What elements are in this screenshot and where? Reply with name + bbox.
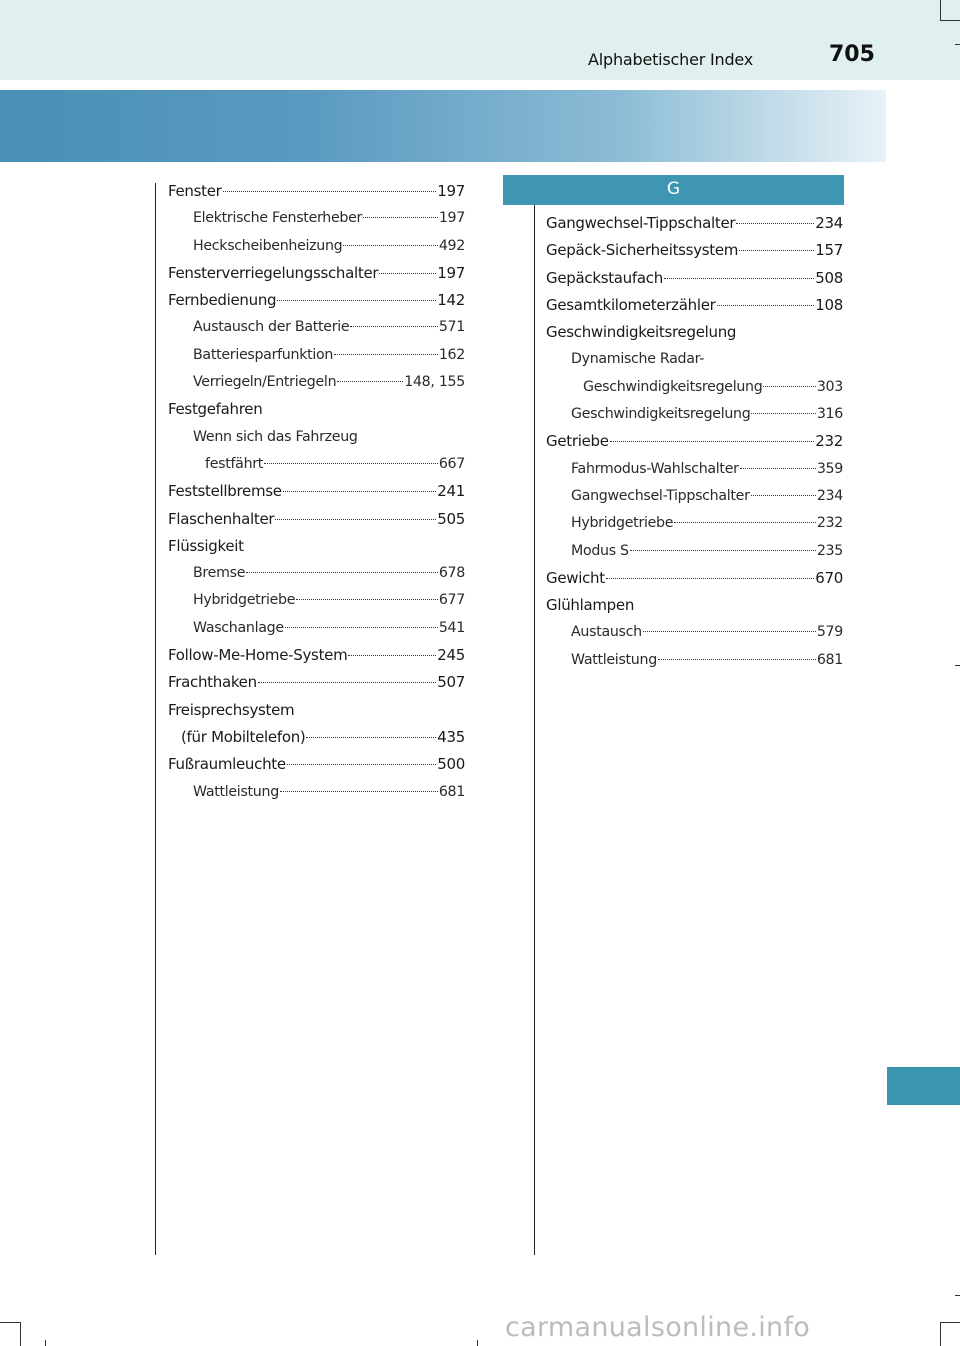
index-entry-page: 234 [815,214,843,232]
index-entry-label: Batteriesparfunktion [193,346,334,363]
index-entry-label: Flaschenhalter [168,509,275,528]
dot-leader [348,655,436,656]
index-entry-label: Gepäckstaufach [546,268,663,287]
index-entry-label: Gesamtkilometerzähler [546,295,716,314]
index-entry-label: Fahrmodus-Wahlschalter [571,460,739,477]
dot-leader [246,572,438,573]
index-entry-label: Wattleistung [193,783,279,800]
left-index-entry [168,287,465,314]
dot-leader [285,627,438,628]
index-entry-page: 359 [816,460,843,477]
index-entry-page: 232 [816,515,843,532]
left-index-entry [168,342,465,369]
dot-leader [751,495,816,496]
chapter-tab [887,1067,960,1105]
left-index-entry [168,615,465,642]
left-index-entry [168,233,465,260]
crop-mark [477,1340,478,1346]
header-band [0,0,960,80]
index-entry-label: Fußraumleuchte [168,755,286,774]
dot-leader [740,468,816,469]
dot-leader [606,578,814,579]
dot-leader [280,791,438,792]
index-entry-label: Gewicht [546,568,605,587]
index-entry-label: Getriebe [546,432,609,451]
dot-leader [264,463,438,464]
dot-leader [379,273,436,274]
crop-mark [45,1340,46,1346]
right-index-entry [546,401,843,428]
index-entry-label: Austausch [571,624,642,641]
crop-mark [940,20,960,21]
index-entry-label: (für Mobiltelefon) [181,727,306,746]
right-index-entry [546,592,843,619]
dot-leader [664,278,814,279]
crop-mark [0,1322,20,1323]
index-entry-label: Flüssigkeit [168,536,244,555]
dot-leader [306,737,436,738]
dot-leader [258,682,436,683]
index-entry-page: 500 [437,755,465,774]
right-index-entry [546,565,843,592]
right-index-entry [546,510,843,537]
index-entry-page: 197 [438,210,465,227]
index-entry-label: Elektrische Fensterheber [193,210,363,227]
index-entry-label: Verriegeln/Entriegeln [193,374,337,391]
index-entry-label: Fenster [168,182,222,200]
right-index-entry [546,292,843,319]
dot-leader [763,386,815,387]
dot-leader [751,413,815,414]
index-entry-label: Follow-Me-Home-System [168,646,348,665]
dot-leader [610,441,815,442]
right-index-entry [546,210,843,237]
index-entry-page: 303 [816,378,843,395]
index-entry-label: Wattleistung [571,651,657,668]
running-header-title: Alphabetischer Index [588,50,754,69]
dot-leader [223,191,437,192]
left-index-entry [168,369,465,396]
crop-mark [940,0,941,20]
right-index-entry [546,346,843,373]
left-index-entry [168,533,465,560]
index-entry-page: 108 [815,295,843,314]
right-index-entry [546,538,843,565]
left-index-entry [168,205,465,232]
dot-leader [630,550,816,551]
crop-mark [20,1322,21,1346]
index-entry-label: Waschanlage [193,619,284,636]
index-entry-label: Geschwindigkeitsregelung [546,323,737,342]
index-entry-page: 197 [437,263,465,282]
index-entry-page: 492 [438,237,465,254]
decorative-gradient-band [0,90,886,162]
index-entry-label: Freisprechsystem [168,700,295,719]
index-entry-page: 241 [437,482,465,501]
dot-leader [736,223,814,224]
index-entry-page: 677 [438,592,465,609]
page-number: 705 [829,42,875,67]
dot-leader [658,659,816,660]
index-entry-label: Fernbedienung [168,291,277,310]
index-entry-page: 234 [816,487,843,504]
section-letter-bar: G [503,175,844,205]
index-entry-page: 681 [438,783,465,800]
index-entry-page: 579 [816,624,843,641]
dot-leader [717,305,815,306]
right-index-entry [546,319,843,346]
index-entry-label: Hybridgetriebe [193,592,296,609]
dot-leader [674,522,816,523]
left-index-entry [168,560,465,587]
dot-leader [287,764,436,765]
watermark: carmanualsonline.info [505,1312,811,1343]
index-entry-label: Gangwechsel-Tippschalter [571,487,750,504]
right-index-entry [546,619,843,646]
right-index-entry [546,237,843,264]
index-entry-label: Feststellbremse [168,482,282,501]
index-entry-label: Bremse [193,565,246,582]
index-entry-page: 667 [438,455,465,472]
crop-mark [940,1322,960,1323]
index-entry-page: 505 [437,509,465,528]
index-entry-page: 142 [437,291,465,310]
crop-mark [955,665,960,666]
dot-leader [643,631,816,632]
dot-leader [363,217,438,218]
left-index-entry [168,178,465,205]
index-entry-page: 508 [815,268,843,287]
crop-mark [955,1295,960,1296]
index-entry-label: Wenn sich das Fahrzeug [193,428,358,445]
index-entry-label: Frachthaken [168,673,257,692]
index-entry-label: Geschwindigkeitsregelung [571,406,751,423]
dot-leader [296,599,438,600]
left-index-entry [168,478,465,505]
index-entry-label: festfährt [205,455,264,472]
left-index-entry [168,779,465,806]
index-entry-page: 507 [437,673,465,692]
right-index-entry [546,265,843,292]
dot-leader [739,250,814,251]
left-index-entry [168,642,465,669]
index-entry-page: 162 [438,346,465,363]
index-entry-label: Hybridgetriebe [571,515,674,532]
index-entry-page: 681 [816,651,843,668]
left-index-entry [168,669,465,696]
left-index-entry [168,260,465,287]
index-entry-page: 541 [438,619,465,636]
left-index-entry [168,724,465,751]
left-index-entry [168,697,465,724]
index-entry-page: 148, 155 [404,374,465,391]
right-index-entry [546,456,843,483]
left-index-entry [168,451,465,478]
crop-mark [940,1322,941,1346]
index-entry-page: 571 [438,319,465,336]
right-column-rule [534,205,535,1255]
index-entry-label: Geschwindigkeitsregelung [583,378,763,395]
index-entry-page: 245 [437,646,465,665]
index-entry-page: 235 [816,542,843,559]
index-entry-page: 157 [815,241,843,260]
right-index-entry [546,428,843,455]
left-index-entry [168,314,465,341]
dot-leader [337,381,403,382]
left-index-entry [168,396,465,423]
index-entry-page: 670 [815,568,843,587]
index-entry-label: Gangwechsel-Tippschalter [546,214,736,232]
right-index-entry [546,647,843,674]
dot-leader [275,519,436,520]
index-entry-label: Glühlampen [546,596,635,615]
index-column-right [546,210,843,674]
index-entry-label: Modus S [571,542,629,559]
index-column-left [168,178,465,806]
index-entry-page: 435 [437,727,465,746]
crop-mark [955,44,960,45]
index-entry-label: Fensterverriegelungsschalter [168,263,379,282]
left-index-entry [168,751,465,778]
index-entry-label: Austausch der Batterie [193,319,350,336]
left-index-entry [168,506,465,533]
right-index-entry [546,374,843,401]
index-entry-label: Gepäck-Sicherheitssystem [546,241,739,260]
dot-leader [334,354,438,355]
index-entry-label: Heckscheibenheizung [193,237,343,254]
dot-leader [350,326,438,327]
left-column-rule [155,183,156,1255]
dot-leader [343,245,437,246]
index-entry-page: 232 [815,432,843,451]
index-entry-page: 316 [816,406,843,423]
left-index-entry [168,424,465,451]
index-entry-page: 678 [438,565,465,582]
index-entry-label: Dynamische Radar- [571,351,705,368]
left-index-entry [168,587,465,614]
index-entry-label: Festgefahren [168,400,263,419]
dot-leader [277,300,436,301]
index-entry-page: 197 [437,182,465,200]
right-index-entry [546,483,843,510]
dot-leader [283,491,437,492]
